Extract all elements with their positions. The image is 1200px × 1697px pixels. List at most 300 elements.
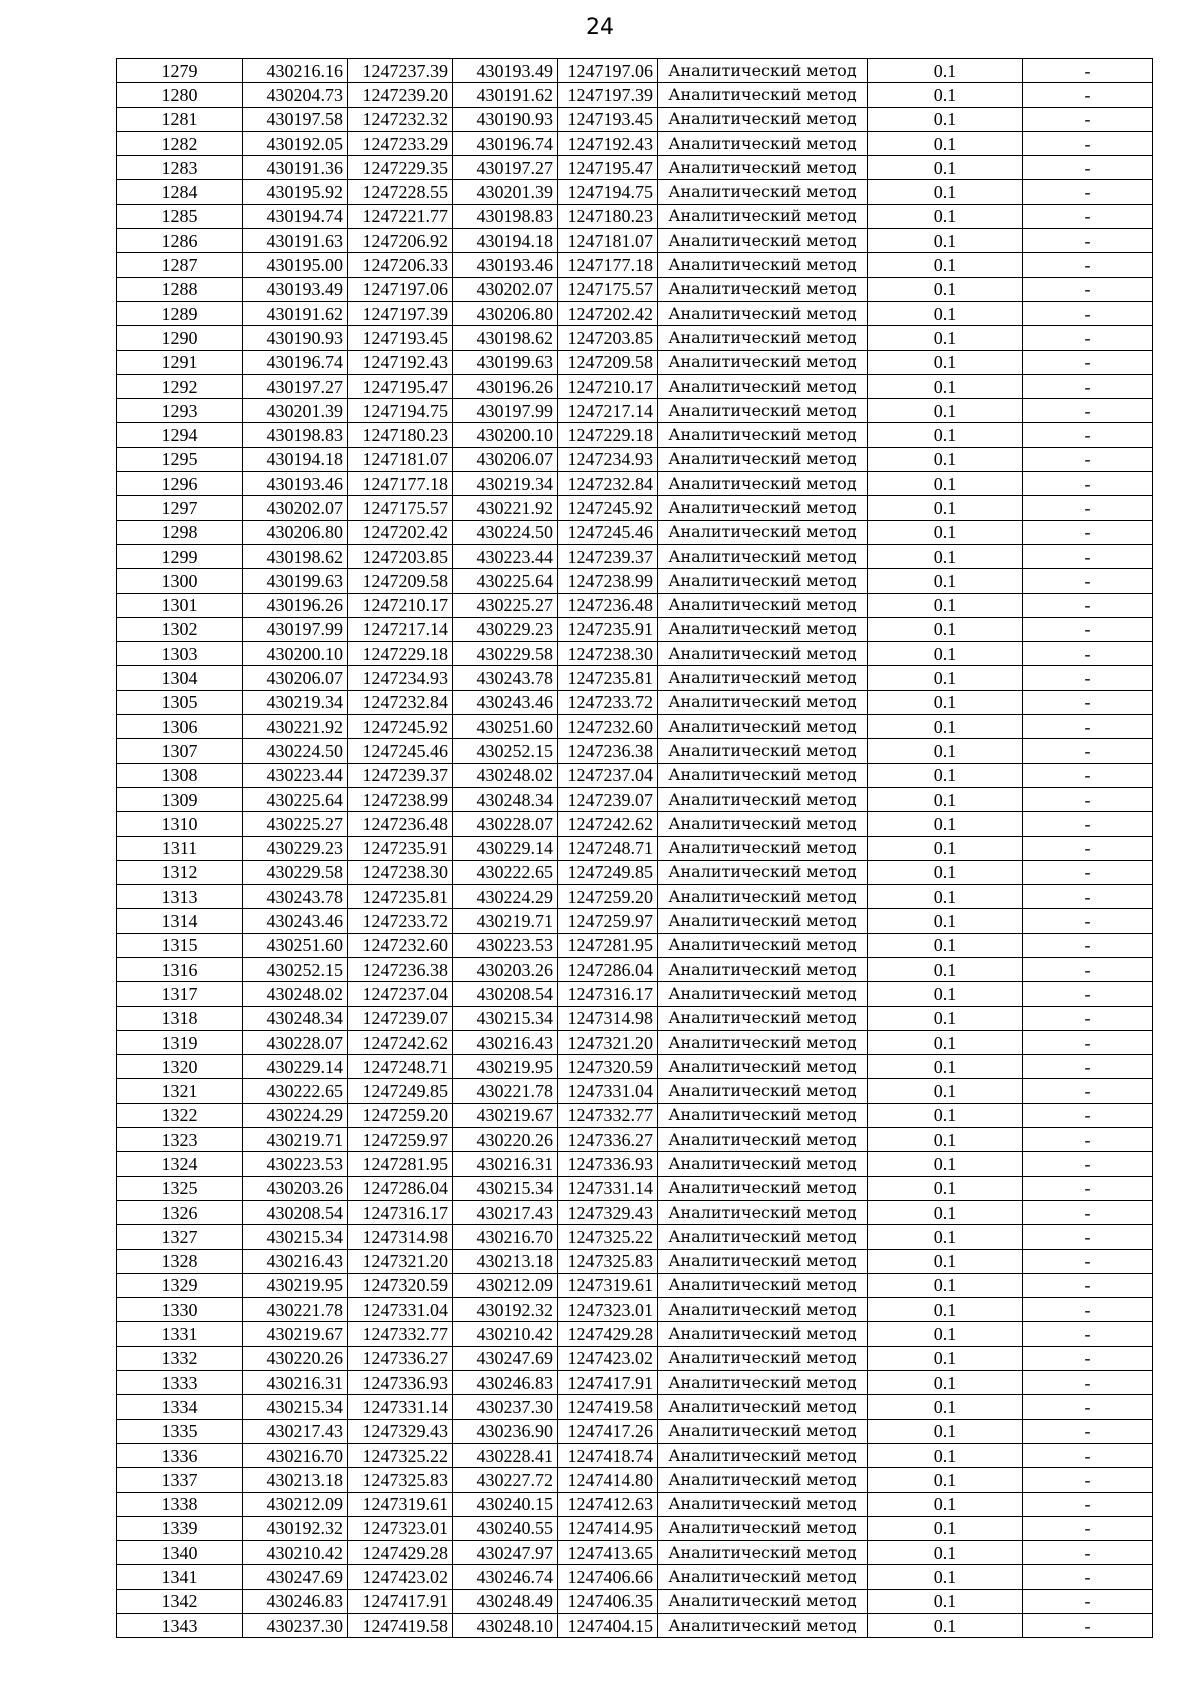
y2-cell: 1247325.83 (558, 1249, 658, 1273)
x2-cell: 430216.43 (453, 1030, 558, 1054)
x2-cell: 430190.93 (453, 107, 558, 131)
method-cell: Аналитический метод (658, 1128, 868, 1152)
point-number-cell: 1303 (117, 642, 243, 666)
point-number-cell: 1323 (117, 1128, 243, 1152)
method-cell: Аналитический метод (658, 472, 868, 496)
x2-cell: 430222.65 (453, 860, 558, 884)
point-number-cell: 1333 (117, 1371, 243, 1395)
x2-cell: 430228.07 (453, 812, 558, 836)
table-row (117, 1516, 1153, 1540)
accuracy-cell: 0.1 (868, 423, 1023, 447)
note-cell: - (1023, 617, 1153, 641)
table-row (117, 301, 1153, 325)
method-cell: Аналитический метод (658, 690, 868, 714)
note-cell: - (1023, 520, 1153, 544)
y2-cell: 1247286.04 (558, 957, 658, 981)
x1-cell: 430191.62 (243, 301, 348, 325)
note-cell: - (1023, 1030, 1153, 1054)
method-cell: Аналитический метод (658, 180, 868, 204)
y1-cell: 1247209.58 (348, 569, 453, 593)
y2-cell: 1247237.04 (558, 763, 658, 787)
accuracy-cell: 0.1 (868, 1541, 1023, 1565)
method-cell: Аналитический метод (658, 423, 868, 447)
x1-cell: 430206.80 (243, 520, 348, 544)
note-cell: - (1023, 544, 1153, 568)
y2-cell: 1247233.72 (558, 690, 658, 714)
x1-cell: 430221.92 (243, 715, 348, 739)
table-row (117, 1006, 1153, 1030)
table-row (117, 787, 1153, 811)
note-cell: - (1023, 107, 1153, 131)
accuracy-cell: 0.1 (868, 156, 1023, 180)
x1-cell: 430197.27 (243, 374, 348, 398)
method-cell: Аналитический метод (658, 1152, 868, 1176)
table-row (117, 1103, 1153, 1127)
y1-cell: 1247286.04 (348, 1176, 453, 1200)
x1-cell: 430202.07 (243, 496, 348, 520)
point-number-cell: 1308 (117, 763, 243, 787)
accuracy-cell: 0.1 (868, 496, 1023, 520)
method-cell: Аналитический метод (658, 131, 868, 155)
point-number-cell: 1342 (117, 1589, 243, 1613)
method-cell: Аналитический метод (658, 1371, 868, 1395)
y1-cell: 1247319.61 (348, 1492, 453, 1516)
x2-cell: 430197.27 (453, 156, 558, 180)
point-number-cell: 1285 (117, 204, 243, 228)
accuracy-cell: 0.1 (868, 1614, 1023, 1638)
table-row (117, 982, 1153, 1006)
point-number-cell: 1307 (117, 739, 243, 763)
method-cell: Аналитический метод (658, 544, 868, 568)
method-cell: Аналитический метод (658, 909, 868, 933)
y1-cell: 1247181.07 (348, 447, 453, 471)
point-number-cell: 1341 (117, 1565, 243, 1589)
table-row (117, 399, 1153, 423)
point-number-cell: 1281 (117, 107, 243, 131)
y1-cell: 1247195.47 (348, 374, 453, 398)
method-cell: Аналитический метод (658, 593, 868, 617)
y2-cell: 1247236.48 (558, 593, 658, 617)
y1-cell: 1247242.62 (348, 1030, 453, 1054)
point-number-cell: 1312 (117, 860, 243, 884)
note-cell: - (1023, 1152, 1153, 1176)
y2-cell: 1247235.81 (558, 666, 658, 690)
y2-cell: 1247323.01 (558, 1298, 658, 1322)
x1-cell: 430225.27 (243, 812, 348, 836)
x2-cell: 430240.55 (453, 1516, 558, 1540)
point-number-cell: 1283 (117, 156, 243, 180)
note-cell: - (1023, 496, 1153, 520)
x1-cell: 430208.54 (243, 1200, 348, 1224)
y2-cell: 1247193.45 (558, 107, 658, 131)
note-cell: - (1023, 1055, 1153, 1079)
note-cell: - (1023, 836, 1153, 860)
method-cell: Аналитический метод (658, 1516, 868, 1540)
method-cell: Аналитический метод (658, 204, 868, 228)
y2-cell: 1247316.17 (558, 982, 658, 1006)
x1-cell: 430243.46 (243, 909, 348, 933)
y2-cell: 1247177.18 (558, 253, 658, 277)
method-cell: Аналитический метод (658, 1419, 868, 1443)
table-row (117, 204, 1153, 228)
x1-cell: 430194.74 (243, 204, 348, 228)
note-cell: - (1023, 739, 1153, 763)
point-number-cell: 1336 (117, 1443, 243, 1467)
accuracy-cell: 0.1 (868, 59, 1023, 83)
y2-cell: 1247202.42 (558, 301, 658, 325)
note-cell: - (1023, 1516, 1153, 1540)
note-cell: - (1023, 204, 1153, 228)
x2-cell: 430229.58 (453, 642, 558, 666)
note-cell: - (1023, 909, 1153, 933)
x2-cell: 430219.67 (453, 1103, 558, 1127)
method-cell: Аналитический метод (658, 83, 868, 107)
note-cell: - (1023, 1346, 1153, 1370)
x1-cell: 430224.50 (243, 739, 348, 763)
y2-cell: 1247417.91 (558, 1371, 658, 1395)
table-row (117, 277, 1153, 301)
y1-cell: 1247331.14 (348, 1395, 453, 1419)
x2-cell: 430199.63 (453, 350, 558, 374)
accuracy-cell: 0.1 (868, 666, 1023, 690)
y2-cell: 1247418.74 (558, 1443, 658, 1467)
y2-cell: 1247238.30 (558, 642, 658, 666)
accuracy-cell: 0.1 (868, 326, 1023, 350)
note-cell: - (1023, 156, 1153, 180)
point-number-cell: 1286 (117, 229, 243, 253)
accuracy-cell: 0.1 (868, 253, 1023, 277)
table-row (117, 472, 1153, 496)
method-cell: Аналитический метод (658, 1395, 868, 1419)
x1-cell: 430252.15 (243, 957, 348, 981)
table-row (117, 617, 1153, 641)
method-cell: Аналитический метод (658, 1346, 868, 1370)
x1-cell: 430223.44 (243, 763, 348, 787)
note-cell: - (1023, 1128, 1153, 1152)
x1-cell: 430215.34 (243, 1395, 348, 1419)
y1-cell: 1247206.92 (348, 229, 453, 253)
x1-cell: 430224.29 (243, 1103, 348, 1127)
method-cell: Аналитический метод (658, 1565, 868, 1589)
point-number-cell: 1339 (117, 1516, 243, 1540)
method-cell: Аналитический метод (658, 739, 868, 763)
point-number-cell: 1280 (117, 83, 243, 107)
y1-cell: 1247429.28 (348, 1541, 453, 1565)
y1-cell: 1247193.45 (348, 326, 453, 350)
note-cell: - (1023, 593, 1153, 617)
note-cell: - (1023, 1079, 1153, 1103)
point-number-cell: 1326 (117, 1200, 243, 1224)
note-cell: - (1023, 1249, 1153, 1273)
y1-cell: 1247329.43 (348, 1419, 453, 1443)
table-row (117, 1395, 1153, 1419)
x1-cell: 430237.30 (243, 1614, 348, 1638)
accuracy-cell: 0.1 (868, 1273, 1023, 1297)
table-row (117, 909, 1153, 933)
x2-cell: 430248.49 (453, 1589, 558, 1613)
x1-cell: 430195.00 (243, 253, 348, 277)
point-number-cell: 1310 (117, 812, 243, 836)
point-number-cell: 1309 (117, 787, 243, 811)
y1-cell: 1247192.43 (348, 350, 453, 374)
x1-cell: 430219.34 (243, 690, 348, 714)
y1-cell: 1247320.59 (348, 1273, 453, 1297)
point-number-cell: 1293 (117, 399, 243, 423)
y1-cell: 1247217.14 (348, 617, 453, 641)
method-cell: Аналитический метод (658, 812, 868, 836)
accuracy-cell: 0.1 (868, 1200, 1023, 1224)
point-number-cell: 1329 (117, 1273, 243, 1297)
table-row (117, 156, 1153, 180)
method-cell: Аналитический метод (658, 301, 868, 325)
x1-cell: 430192.05 (243, 131, 348, 155)
method-cell: Аналитический метод (658, 1443, 868, 1467)
x1-cell: 430248.34 (243, 1006, 348, 1030)
y1-cell: 1247249.85 (348, 1079, 453, 1103)
accuracy-cell: 0.1 (868, 1079, 1023, 1103)
point-number-cell: 1297 (117, 496, 243, 520)
table-row (117, 1298, 1153, 1322)
x2-cell: 430220.26 (453, 1128, 558, 1152)
note-cell: - (1023, 472, 1153, 496)
x2-cell: 430208.54 (453, 982, 558, 1006)
method-cell: Аналитический метод (658, 1492, 868, 1516)
point-number-cell: 1300 (117, 569, 243, 593)
x1-cell: 430196.74 (243, 350, 348, 374)
y2-cell: 1247229.18 (558, 423, 658, 447)
y2-cell: 1247245.92 (558, 496, 658, 520)
point-number-cell: 1343 (117, 1614, 243, 1638)
table-row (117, 957, 1153, 981)
method-cell: Аналитический метод (658, 277, 868, 301)
y2-cell: 1247419.58 (558, 1395, 658, 1419)
y2-cell: 1247245.46 (558, 520, 658, 544)
note-cell: - (1023, 1541, 1153, 1565)
x2-cell: 430219.71 (453, 909, 558, 933)
y2-cell: 1247429.28 (558, 1322, 658, 1346)
accuracy-cell: 0.1 (868, 593, 1023, 617)
y1-cell: 1247237.39 (348, 59, 453, 83)
table-row (117, 836, 1153, 860)
x1-cell: 430222.65 (243, 1079, 348, 1103)
table-row (117, 447, 1153, 471)
point-number-cell: 1317 (117, 982, 243, 1006)
method-cell: Аналитический метод (658, 1176, 868, 1200)
point-number-cell: 1288 (117, 277, 243, 301)
y2-cell: 1247239.07 (558, 787, 658, 811)
x2-cell: 430248.02 (453, 763, 558, 787)
x2-cell: 430248.34 (453, 787, 558, 811)
y2-cell: 1247321.20 (558, 1030, 658, 1054)
x2-cell: 430225.27 (453, 593, 558, 617)
y2-cell: 1247248.71 (558, 836, 658, 860)
table-row (117, 933, 1153, 957)
y2-cell: 1247239.37 (558, 544, 658, 568)
y2-cell: 1247234.93 (558, 447, 658, 471)
method-cell: Аналитический метод (658, 982, 868, 1006)
point-number-cell: 1295 (117, 447, 243, 471)
table-row (117, 59, 1153, 83)
page-number: 24 (586, 15, 614, 40)
y1-cell: 1247210.17 (348, 593, 453, 617)
method-cell: Аналитический метод (658, 617, 868, 641)
point-number-cell: 1327 (117, 1225, 243, 1249)
y2-cell: 1247414.95 (558, 1516, 658, 1540)
table-row (117, 1176, 1153, 1200)
x2-cell: 430193.49 (453, 59, 558, 83)
y2-cell: 1247331.04 (558, 1079, 658, 1103)
accuracy-cell: 0.1 (868, 204, 1023, 228)
y1-cell: 1247325.83 (348, 1468, 453, 1492)
x1-cell: 430198.62 (243, 544, 348, 568)
table-row (117, 374, 1153, 398)
y2-cell: 1247232.84 (558, 472, 658, 496)
y1-cell: 1247239.37 (348, 763, 453, 787)
accuracy-cell: 0.1 (868, 1225, 1023, 1249)
x2-cell: 430191.62 (453, 83, 558, 107)
point-number-cell: 1291 (117, 350, 243, 374)
y1-cell: 1247281.95 (348, 1152, 453, 1176)
y2-cell: 1247336.93 (558, 1152, 658, 1176)
table-row (117, 1371, 1153, 1395)
note-cell: - (1023, 326, 1153, 350)
table-row (117, 642, 1153, 666)
note-cell: - (1023, 885, 1153, 909)
y2-cell: 1247325.22 (558, 1225, 658, 1249)
note-cell: - (1023, 1565, 1153, 1589)
y1-cell: 1247331.04 (348, 1298, 453, 1322)
note-cell: - (1023, 277, 1153, 301)
point-number-cell: 1284 (117, 180, 243, 204)
y2-cell: 1247249.85 (558, 860, 658, 884)
y1-cell: 1247259.97 (348, 1128, 453, 1152)
x1-cell: 430228.07 (243, 1030, 348, 1054)
x1-cell: 430191.63 (243, 229, 348, 253)
x1-cell: 430219.95 (243, 1273, 348, 1297)
note-cell: - (1023, 1322, 1153, 1346)
method-cell: Аналитический метод (658, 1589, 868, 1613)
point-number-cell: 1330 (117, 1298, 243, 1322)
x1-cell: 430196.26 (243, 593, 348, 617)
method-cell: Аналитический метод (658, 1055, 868, 1079)
x1-cell: 430190.93 (243, 326, 348, 350)
y1-cell: 1247239.20 (348, 83, 453, 107)
y1-cell: 1247419.58 (348, 1614, 453, 1638)
note-cell: - (1023, 447, 1153, 471)
note-cell: - (1023, 1225, 1153, 1249)
table-row (117, 1322, 1153, 1346)
point-number-cell: 1299 (117, 544, 243, 568)
method-cell: Аналитический метод (658, 1200, 868, 1224)
method-cell: Аналитический метод (658, 1079, 868, 1103)
note-cell: - (1023, 982, 1153, 1006)
table-row (117, 107, 1153, 131)
note-cell: - (1023, 1443, 1153, 1467)
x1-cell: 430206.07 (243, 666, 348, 690)
x1-cell: 430198.83 (243, 423, 348, 447)
y1-cell: 1247232.60 (348, 933, 453, 957)
accuracy-cell: 0.1 (868, 1516, 1023, 1540)
accuracy-cell: 0.1 (868, 957, 1023, 981)
table-row (117, 860, 1153, 884)
accuracy-cell: 0.1 (868, 982, 1023, 1006)
table-row (117, 593, 1153, 617)
y1-cell: 1247234.93 (348, 666, 453, 690)
y1-cell: 1247245.92 (348, 715, 453, 739)
note-cell: - (1023, 1395, 1153, 1419)
x1-cell: 430229.58 (243, 860, 348, 884)
table-row (117, 131, 1153, 155)
y2-cell: 1247235.91 (558, 617, 658, 641)
y1-cell: 1247180.23 (348, 423, 453, 447)
y2-cell: 1247320.59 (558, 1055, 658, 1079)
x2-cell: 430247.69 (453, 1346, 558, 1370)
y1-cell: 1247229.18 (348, 642, 453, 666)
point-number-cell: 1340 (117, 1541, 243, 1565)
x1-cell: 430197.99 (243, 617, 348, 641)
accuracy-cell: 0.1 (868, 1419, 1023, 1443)
y1-cell: 1247221.77 (348, 204, 453, 228)
table-row (117, 1273, 1153, 1297)
point-number-cell: 1282 (117, 131, 243, 155)
accuracy-cell: 0.1 (868, 763, 1023, 787)
x1-cell: 430216.16 (243, 59, 348, 83)
y1-cell: 1247177.18 (348, 472, 453, 496)
note-cell: - (1023, 1176, 1153, 1200)
method-cell: Аналитический метод (658, 1006, 868, 1030)
y1-cell: 1247228.55 (348, 180, 453, 204)
point-number-cell: 1301 (117, 593, 243, 617)
x2-cell: 430202.07 (453, 277, 558, 301)
accuracy-cell: 0.1 (868, 1468, 1023, 1492)
table-row (117, 569, 1153, 593)
y1-cell: 1247239.07 (348, 1006, 453, 1030)
y1-cell: 1247237.04 (348, 982, 453, 1006)
accuracy-cell: 0.1 (868, 1298, 1023, 1322)
method-cell: Аналитический метод (658, 399, 868, 423)
x1-cell: 430246.83 (243, 1589, 348, 1613)
table-row (117, 1346, 1153, 1370)
note-cell: - (1023, 253, 1153, 277)
x1-cell: 430191.36 (243, 156, 348, 180)
table-row (117, 83, 1153, 107)
note-cell: - (1023, 690, 1153, 714)
y2-cell: 1247336.27 (558, 1128, 658, 1152)
y2-cell: 1247331.14 (558, 1176, 658, 1200)
x2-cell: 430251.60 (453, 715, 558, 739)
x2-cell: 430203.26 (453, 957, 558, 981)
y2-cell: 1247417.26 (558, 1419, 658, 1443)
accuracy-cell: 0.1 (868, 715, 1023, 739)
accuracy-cell: 0.1 (868, 1322, 1023, 1346)
method-cell: Аналитический метод (658, 763, 868, 787)
method-cell: Аналитический метод (658, 1541, 868, 1565)
note-cell: - (1023, 374, 1153, 398)
table-row (117, 1249, 1153, 1273)
point-number-cell: 1331 (117, 1322, 243, 1346)
x1-cell: 430201.39 (243, 399, 348, 423)
y1-cell: 1247336.93 (348, 1371, 453, 1395)
x2-cell: 430223.53 (453, 933, 558, 957)
table-row (117, 1225, 1153, 1249)
accuracy-cell: 0.1 (868, 909, 1023, 933)
note-cell: - (1023, 763, 1153, 787)
x1-cell: 430203.26 (243, 1176, 348, 1200)
y2-cell: 1247232.60 (558, 715, 658, 739)
accuracy-cell: 0.1 (868, 1249, 1023, 1273)
y1-cell: 1247332.77 (348, 1322, 453, 1346)
y2-cell: 1247404.15 (558, 1614, 658, 1638)
